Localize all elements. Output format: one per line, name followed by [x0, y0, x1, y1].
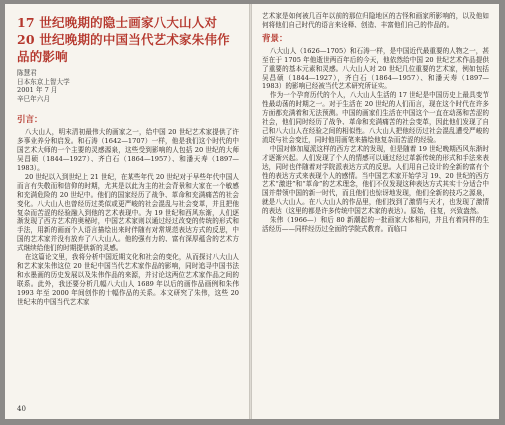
continued-paragraph: 艺术家是如何被几百年以前的那位归隐地区的古怪和画家所影响的，以及他如何将他们自己时代的语言来诠释、创造、丰富他们自己的作品的。 — [262, 12, 489, 29]
intro-paragraph: 八大山人，明末清初最伟大的画家之一，给中国 20 世纪艺术家提供了许多事业养分和启发。和石涛（1642—1707）一样，他是我们这个时代的中国艺术大师的一个主要的灵感源泉，这些受到影响的人包括 20 世纪的大师吴昌硕（1844—1927）、齐白石（1864—1957）、和潘天寿（1897—1983）。 — [17, 128, 239, 172]
left-page — [5, 4, 249, 419]
right-page — [252, 4, 499, 419]
intro-heading: 引言： — [17, 115, 43, 126]
background-paragraph: 作为一个孕育历代的个人，八大山人生活的 17 世纪是中国历史上最具变节性最动荡的时期之一。对于生活在 20 世纪的人们而言，现在这个时代在许多方面都充满着和无法预测。中国的画家们生活在中国这个一直在动荡和苦涩的社会，他们同时经历了战争、革命和充满痛苦的社会变革，因此他们发现了自己和八大山人在经验之间的相似性。八大山人把他经历过社会混乱遭受严峻的流氓与社会变迁，同时他用画笔来描绘他复杂而苦涩的经验。 — [262, 91, 489, 144]
page-number: 40 — [17, 405, 26, 413]
background-heading: 背景： — [262, 33, 288, 44]
article-date-chinese: 辛巳年六月 — [17, 94, 50, 103]
article-date: 2001 年 7 月 — [17, 86, 58, 95]
background-paragraph: 朱伟（1966—）和后 80 新潮起的一批画家大体相同，并且有着同样的生活经历——同样经历过全面的学院式教育。而临口 — [262, 216, 489, 233]
article-title: 17 世纪晚期的隐士画家八大山人对 20 世纪晚期的中国当代艺术家朱伟作品的影响 — [17, 15, 230, 64]
background-paragraph: 八大山人（1626—1705）和石涛一样，是中国近代最重要的人物之一，甚至在于 1705 年他逝世两百年后的今天，他依然给中国 20 世纪艺术作品提供了重要的基本元素和灵感。八大山人对 20 世纪几位重要的艺术家，例如包括吴昌硕（1844—1927），齐白石（1864—1957）、和潘天寿（1897—1983）的影响已经被当代艺术研究所证实。 — [262, 46, 489, 91]
author-name: 陈慧君 — [17, 69, 37, 77]
intro-paragraph: 在这篇论文里，我将分析中国近期文化和社会的变化，从而探讨八大山人和艺术家朱伟这位 20 世纪中国当代艺术家作品的影响，同时追寻中国书法和水墨画的历史发展以及朱伟作品的来源，并讨论这两位艺术家作品之间的联系。此外，我还要分析几幅八大山人 1689 年以后的画作品画例和朱伟 1993 年至 2000 年间创作的十幅作品的关系。本文研究了朱伟，这些 20 世纪末的中国当代艺术家 — [17, 253, 239, 306]
background-paragraph: 中国对修加厦派这样的西方艺术的发现，但是随着 19 世纪晚期西风东渐时才逐渐兴起。人们发现了个人的情感可以通过经过革新传统的形式和手法来表达，同时也伴随着对学院派表达方式的反思。人们用自己设计的全新的富有个性的表达方式来表现个人的感情。当中国艺术家开始学习 19、20 世纪的西方艺术“激进”和“革命”的艺术理念，他们不仅发现这种表达方式其实十分适合中国并带领中国的新一时代，而且他们也惊讶地发现，他们全新的技巧之源泉，就是八大山人。在八大山人的作品里，他们找到了激情与天才，也发现了激情的表达（这里的都是许多传统中国艺术家的表达）。原始，往复，兴致盎然。 — [262, 144, 489, 216]
author-institution: 日本东京上智大学 — [17, 77, 70, 86]
intro-paragraph: 20 世纪以入到世纪上 21 世纪，在某些年代 20 世纪对于早些年代中国人而言有失敬而和信仰的时期，尤其是以此为主的社会背景和大家在一个敏感和充满危险的 20 世纪中。他们的国家经历了战争、革命和充满痛苦的社会变化。八大山人也曾经历过类似或更严峻的社会混乱与社会变革，并且把他复杂而苦涩的经验融入到他的艺术表现中。为 19 世纪和西风东渐，人们逐渐发现了西方艺术的奥秘时，中国艺术家则以通过经过改变的传统的形式和手法，用新的画面个人语言描绘出来时伴随有对常规范表达方式的反思，中国的艺术家并没有放弃了八大山人。他的强有力的、富有深厚蕴含的艺术方式继续给他们的时期提供新的灵感。 — [17, 172, 239, 253]
